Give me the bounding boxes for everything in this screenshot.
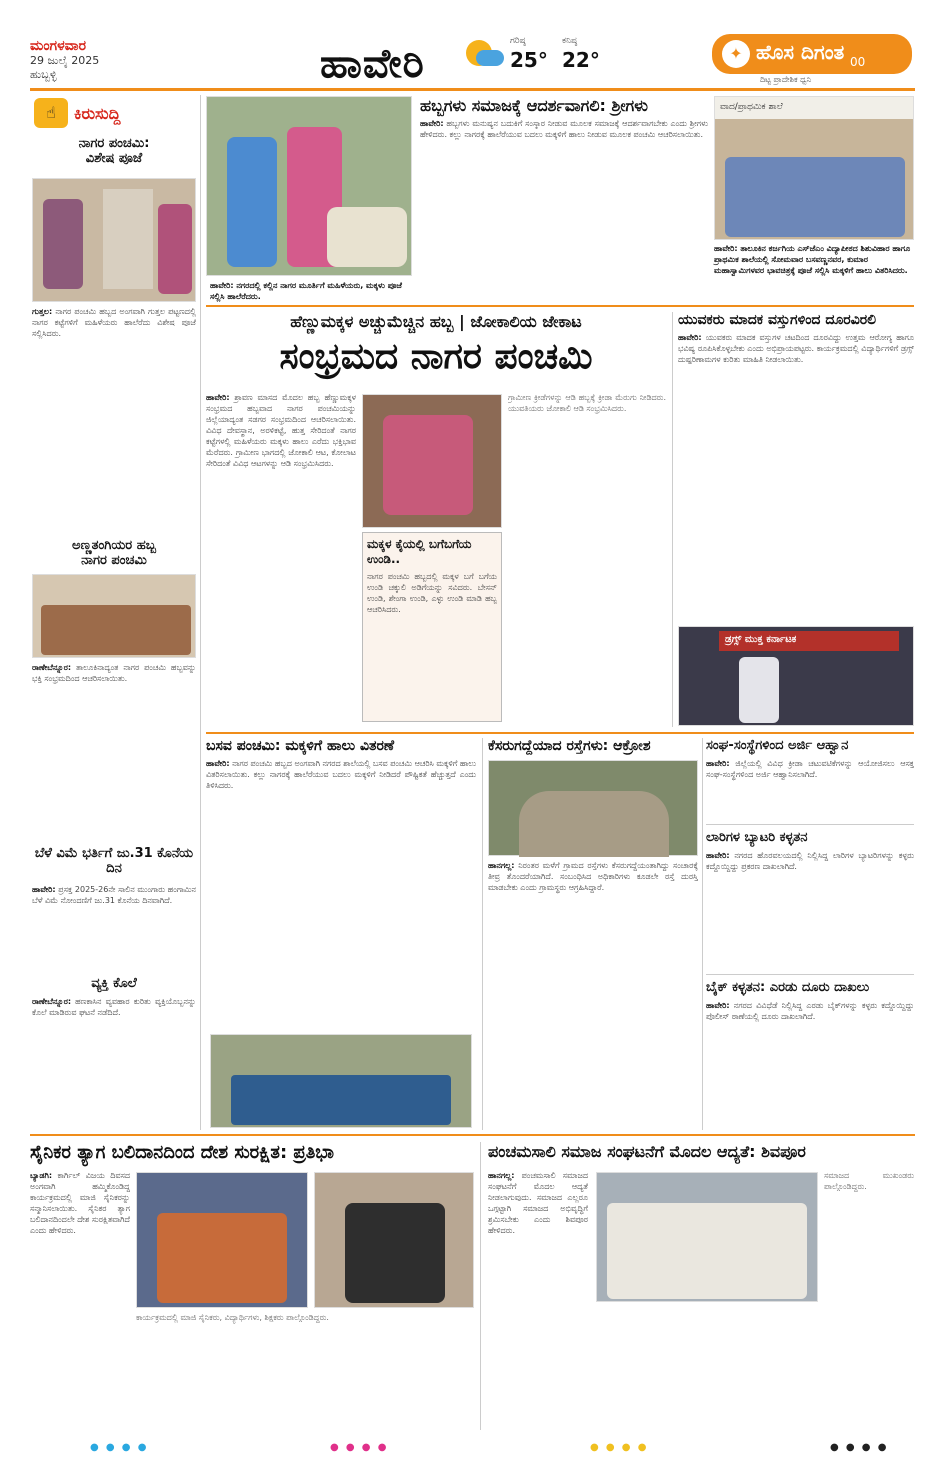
sainika-photo-2 xyxy=(314,1172,474,1308)
basava-photo xyxy=(210,1034,472,1128)
story-text xyxy=(30,1170,130,1430)
sidebar-story-3 xyxy=(30,846,198,876)
person-figure xyxy=(227,137,277,267)
road-figure xyxy=(519,791,669,857)
min-temp-label: ಕನಿಷ್ಠ xyxy=(562,36,578,46)
sidebar-story-2-text xyxy=(32,662,196,842)
story-headline: ಹಬ್ಬಗಳು ಸಮಾಜಕ್ಕೆ ಆದರ್ಶವಾಗಲಿ: ಶ್ರೀಗಳು xyxy=(420,96,648,115)
dateline: ಹಾವೇರಿ: xyxy=(678,333,702,342)
lead-photo xyxy=(362,394,502,528)
dateline: ಹಾವೇರಿ: xyxy=(420,119,444,128)
story-body: ಪ್ರಸಕ್ತ 2025-26ನೇ ಸಾಲಿನ ಮುಂಗಾರು ಹಂಗಾಮಿನ ಬೆಳೆ ವಿಮೆ ನೋಂದಣಿಗೆ ಜು.31 ಕೊನೆಯ ದಿನವಾಗಿದೆ. xyxy=(32,885,196,905)
column-divider xyxy=(702,738,703,1130)
sidebar-story-4-text xyxy=(32,996,196,1126)
group-figure xyxy=(157,1213,287,1303)
story-text xyxy=(206,758,476,1028)
story-body: ಶ್ರಾವಣ ಮಾಸದ ಮೊದಲ ಹಬ್ಬ ಹೆಣ್ಣುಮಕ್ಕಳ ಸಂಭ್ರಮದ ಹಬ್ಬವಾದ ನಾಗರ ಪಂಚಮಿಯನ್ನು ಜಿಲ್ಲೆಯಾದ್ಯಂತ ಸಡಗರ ಸಂಭ್ರಮದಿಂದ ಆಚರಿಸಲಾಯಿತು. ವಿವಿಧ ದೇವಸ್ಥಾನ, ಅರಳಿಕಟ್ಟೆ, ಹುತ್ತ ಸೇರಿದಂತೆ ನಾಗರ ಕಟ್ಟೆಗಳಲ್ಲಿ ಮಹಿಳೆಯರು ಮಕ್ಕಳು ಹಾಲು ಎರೆದು ಭಕ್ತಿಭಾವ ಮೆರೆದರು. ಗ್ರಾಮೀಣ ಭಾಗದಲ್ಲಿ ಜೋಕಾಲಿ ಆಟ, ಕೋಲಾಟ ಸೇರಿದಂತೆ ವಿವಿಧ ಆಟಗಳನ್ನು ಆಡಿ ಸಂಭ್ರಮಿಸಿದರು. xyxy=(206,393,356,468)
muddy-road-photo xyxy=(488,760,698,856)
school-sign: ವಾದ/ಪ್ರಾಥಮಿಕ ಶಾಲೆ xyxy=(715,97,913,119)
story-text xyxy=(488,860,698,1128)
sidebar-story-3-text xyxy=(32,884,196,984)
top-photo-1 xyxy=(206,96,412,276)
story-headline: ಕೆಸರುಗದ್ದೆಯಾದ ರಸ್ತೆಗಳು: ಆಕ್ರೋಶ xyxy=(488,738,651,754)
section-label: ಕಿರುಸುದ್ದಿ xyxy=(74,104,121,123)
students-figure xyxy=(231,1075,451,1125)
min-temp: 22° xyxy=(562,48,600,72)
sidebar-photo-2 xyxy=(32,574,196,658)
story-text-continued: ಸಮಾಜದ ಮುಖಂಡರು ಪಾಲ್ಗೊಂಡಿದ್ದರು. xyxy=(824,1171,914,1191)
date: 29 ಜುಲೈ 2025 xyxy=(30,54,100,67)
sidebar-story-2 xyxy=(30,538,198,568)
edition-city: ಹುಬ್ಬಳ್ಳಿ xyxy=(30,68,57,81)
story-headline: ಯುವಕರು ಮಾದಕ ವಸ್ತುಗಳಿಂದ ದೂರವಿರಲಿ xyxy=(678,312,877,328)
story-body: ನಾಗರ ಪಂಚಮಿ ಹಬ್ಬದ ಅಂಗವಾಗಿ ಗುತ್ತಲ ಪಟ್ಟಣದಲ್ಲಿ ನಾಗರ ಕಟ್ಟೆಗಳಿಗೆ ಮಹಿಳೆಯರು ಹಾಲೆರೆದು ವಿಶೇಷ ಪೂಜೆ ಸಲ್ಲಿಸಿದರು. xyxy=(32,307,196,338)
panchamasali-photo xyxy=(596,1172,818,1302)
speaker-figure xyxy=(739,657,779,723)
story-text xyxy=(706,1000,914,1126)
story-body: ಕಾರ್ಗಿಲ್ ವಿಜಯ ದಿವಸದ ಅಂಗವಾಗಿ ಹಮ್ಮಿಕೊಂಡಿದ್ದ ಕಾರ್ಯಕ್ರಮದಲ್ಲಿ ಮಾಜಿ ಸೈನಿಕರನ್ನು ಸನ್ಮಾನಿಸಲಾಯಿತು. ಸೈನಿಕರ ತ್ಯಾಗ ಬಲಿದಾನದಿಂದಲೇ ದೇಶ ಸುರಕ್ಷಿತವಾಗಿದೆ ಎಂದು ಹೇಳಿದರು. xyxy=(30,1171,130,1235)
lead-text-continued: ಗ್ರಾಮೀಣ ಕ್ರೀಡೆಗಳನ್ನು ಆಡಿ ಹಬ್ಬಕ್ಕೆ ಕ್ರೀಡಾ ಮೆರುಗು ನೀಡಿದರು. ಯುವತಿಯರು ಜೋಕಾಲಿ ಆಡಿ ಸಂಭ್ರಮಿಸಿದರು. xyxy=(508,393,666,413)
date-block xyxy=(30,38,190,82)
story-headline: ಬಸವ ಪಂಚಮಿ: ಮಕ್ಕಳಿಗೆ ಹಾಲು ವಿತರಣೆ xyxy=(206,738,395,754)
story-body: ನಗರದ ಹೊರವಲಯದಲ್ಲಿ ನಿಲ್ಲಿಸಿದ್ದ ಲಾರಿಗಳ ಬ್ಯಾಟರಿಗಳನ್ನು ಕಳ್ಳರು ಕದ್ದೊಯ್ದಿದ್ದು ಪ್ರಕರಣ ದಾಖಲಾಗಿದೆ. xyxy=(706,851,914,871)
story-text xyxy=(706,758,914,820)
dateline: ಗುತ್ತಲ: xyxy=(32,307,53,316)
shrine-figure xyxy=(327,207,407,267)
dateline: ಹಾನಗಲ್ಲ: xyxy=(488,1171,515,1180)
max-temp-label: ಗರಿಷ್ಠ xyxy=(510,36,526,46)
dateline: ರಾಣೇಬೆನ್ನೂರ: xyxy=(32,663,72,672)
students-figure xyxy=(725,157,905,237)
lead-kicker: ಹೆಣ್ಣುಮಕ್ಕಳ ಅಚ್ಚುಮೆಚ್ಚಿನ ಹಬ್ಬ | ಜೋಕಾಲಿಯ ಜೇಕಾಟ xyxy=(290,312,582,331)
person-figure xyxy=(383,415,473,515)
story-body: ನಾಗರ ಪಂಚಮಿ ಹಬ್ಬದ ಅಂಗವಾಗಿ ನಗರದ ಶಾಲೆಯಲ್ಲಿ ಬಸವ ಪಂಚಮಿ ಆಚರಿಸಿ ಮಕ್ಕಳಿಗೆ ಹಾಲು ವಿತರಿಸಲಾಯಿತು. ಕಲ್ಲು ನಾಗರಕ್ಕೆ ಹಾಲೆರೆಯುವ ಬದಲು ಮಕ್ಕಳಿಗೆ ನೀಡಿದರೆ ಪೌಷ್ಟಿಕತೆ ಹೆಚ್ಚುತ್ತದೆ ಎಂದು ತಿಳಿಸಿದರು. xyxy=(206,759,476,790)
sidebar-photo-1 xyxy=(32,178,196,302)
group-figure xyxy=(607,1203,807,1299)
section-rule xyxy=(206,305,914,307)
story-title-2: ನಾಗರ ಪಂಚಮಿ xyxy=(81,553,147,568)
story-title-2: ವಿಶೇಷ ಪೂಜೆ xyxy=(85,151,143,166)
story-headline: ಪಂಚಮಸಾಲಿ ಸಮಾಜ ಸಂಘಟನೆಗೆ ಮೊದಲ ಆದ್ಯತೆ: ಶಿವಪೂರ xyxy=(488,1142,806,1161)
photo-caption: ಹಾವೇರಿ: ನಗರದಲ್ಲಿ ಕಲ್ಲಿನ ನಾಗರ ಮೂರ್ತಿಗೆ ಮಹಿಳೆಯರು, ಮಕ್ಕಳು ಪೂಜೆ ಸಲ್ಲಿಸಿ ಹಾಲೆರೆದರು. xyxy=(210,281,403,301)
dateline: ಹಾವೇರಿ: xyxy=(206,393,230,402)
max-temp: 25° xyxy=(510,48,548,72)
newspaper-logo xyxy=(712,34,912,74)
caption-title: ಮಕ್ಕಳ ಕೈಯಲ್ಲಿ ಬಗೆಬಗೆಯ ಉಂಡಿ.. xyxy=(367,537,472,566)
lead-photo-caption-box xyxy=(362,532,502,722)
story-body: ಹಣಕಾಸಿನ ವ್ಯವಹಾರ ಕುರಿತು ವ್ಯಕ್ತಿಯೊಬ್ಬನನ್ನು ಕೊಲೆ ಮಾಡಿರುವ ಘಟನೆ ನಡೆದಿದೆ. xyxy=(32,997,196,1017)
story-text-continued: ಕಾರ್ಯಕ್ರಮದಲ್ಲಿ ಮಾಜಿ ಸೈನಿಕರು, ವಿದ್ಯಾರ್ಥಿಗಳು, ಶಿಕ್ಷಕರು ಪಾಲ್ಗೊಂಡಿದ್ದರು. xyxy=(136,1313,329,1322)
column-divider xyxy=(200,95,201,1130)
weekday: ಮಂಗಳವಾರ xyxy=(30,38,87,54)
story-body: ನಗರದ ವಿವಿಧೆಡೆ ನಿಲ್ಲಿಸಿದ್ದ ಎರಡು ಬೈಕ್‌ಗಳನ್ನು ಕಳ್ಳರು ಕದ್ದೊಯ್ದಿದ್ದು ಪೊಲೀಸ್ ಠಾಣೆಯಲ್ಲಿ ದೂರು ದಾಖಲಾಗಿದೆ. xyxy=(706,1001,914,1021)
story-text xyxy=(678,332,914,622)
top-photo-2 xyxy=(714,96,914,240)
dateline: ಹಾವೇರಿ: xyxy=(206,759,230,768)
dateline: ಹಾನಗಲ್ಲ: xyxy=(488,861,515,870)
caption-text: ನಾಗರ ಪಂಚಮಿ ಹಬ್ಬದಲ್ಲಿ ಮಕ್ಕಳ ಬಗೆ ಬಗೆಯ ಉಂಡಿ ಚಕ್ಕುಲಿ ಅಡಿಗೆಯನ್ನು ಸವಿದರು. ಬೇಸನ್ ಉಂಡಿ, ಶೇಂಗಾ ಉಂಡಿ, ಎಳ್ಳು ಉಂಡಿ ಮಾಡಿ ಹಬ್ಬ ಆಚರಿಸಿದರು. xyxy=(367,572,497,614)
pointing-hand-icon: ☝ xyxy=(34,98,68,128)
drug-awareness-photo xyxy=(678,626,914,726)
story-text xyxy=(420,118,708,298)
logo-icon: ✦ xyxy=(722,40,750,68)
sidebar-story-1-text xyxy=(32,306,196,556)
dateline: ಹಾವೇರಿ: xyxy=(706,1001,730,1010)
story-text xyxy=(488,1170,588,1430)
story-headline: ಸಂಘ-ಸಂಸ್ಥೆಗಳಿಂದ ಅರ್ಜಿ ಆಹ್ವಾನ xyxy=(706,738,849,753)
print-registration-marks: ● ● ● ● xyxy=(830,1442,889,1453)
sidebar-story-1 xyxy=(30,136,198,166)
story-divider xyxy=(706,824,914,825)
column-divider xyxy=(482,738,483,1130)
event-banner: ಡ್ರಗ್ಸ್ ಮುಕ್ತ ಕರ್ನಾಟಕ xyxy=(719,631,899,651)
story-divider xyxy=(706,974,914,975)
story-body: ಜಿಲ್ಲೆಯಲ್ಲಿ ವಿವಿಧ ಕ್ರೀಡಾ ಚಟುವಟಿಕೆಗಳನ್ನು ಆಯೋಜಿಸಲು ಆಸಕ್ತ ಸಂಘ-ಸಂಸ್ಥೆಗಳಿಂದ ಅರ್ಜಿ ಆಹ್ವಾನಿಸಲಾಗಿದೆ. xyxy=(706,759,914,779)
page-number: 00 xyxy=(850,55,866,69)
story-headline: ಬೈಕ್ ಕಳ್ಳತನ: ಎರಡು ದೂರು ದಾಖಲು xyxy=(706,980,870,995)
section-rule xyxy=(30,1134,915,1136)
story-title: ಅಣ್ಣತಂಗಿಯರ ಹಬ್ಬ xyxy=(72,538,156,553)
print-registration-marks: ● ● ● ● xyxy=(90,1442,149,1453)
person-figure xyxy=(158,204,192,294)
sidebar-story-4 xyxy=(30,976,198,991)
sainika-photo-1 xyxy=(136,1172,308,1308)
column-divider xyxy=(672,312,673,727)
header-rule xyxy=(30,88,915,91)
idol-figure xyxy=(103,189,153,289)
dateline: ಹಾವೇರಿ: xyxy=(706,851,730,860)
story-title: ಬೆಳೆ ವಿಮೆ ಭರ್ತಿಗೆ ಜು.31 ಕೊನೆಯ ದಿನ xyxy=(34,846,194,876)
print-registration-marks: ● ● ● ● xyxy=(330,1442,389,1453)
lead-headline: ಸಂಭ್ರಮದ ನಾಗರ ಪಂಚಮಿ xyxy=(279,336,593,377)
cloud-icon xyxy=(476,50,504,66)
story-body: ಪಂಚಮಸಾಲಿ ಸಮಾಜದ ಸಂಘಟನೆಗೆ ಮೊದಲ ಆದ್ಯತೆ ನೀಡಲಾಗುವುದು. ಸಮಾಜದ ಎಲ್ಲರೂ ಒಗ್ಗಟ್ಟಾಗಿ ಸಮಾಜದ ಅಭಿವೃದ್ಧಿಗೆ ಶ್ರಮಿಸಬೇಕು ಎಂದು ಶಿವಪೂರ ಹೇಳಿದರು. xyxy=(488,1171,588,1235)
story-body: ಯುವಕರು ಮಾದಕ ವಸ್ತುಗಳ ಚಟದಿಂದ ದೂರವಿದ್ದು ಉತ್ತಮ ಆರೋಗ್ಯ ಹಾಗೂ ಭವಿಷ್ಯ ರೂಪಿಸಿಕೊಳ್ಳಬೇಕು ಎಂದು ಅಭಿಪ್ರಾಯಪಟ್ಟರು. ಕಾರ್ಯಕ್ರಮದಲ್ಲಿ ವಿದ್ಯಾರ್ಥಿಗಳಿಗೆ ಡ್ರಗ್ಸ್ ದುಷ್ಪರಿಣಾಮಗಳ ಕುರಿತು ಮಾಹಿತಿ ನೀಡಲಾಯಿತು. xyxy=(678,333,914,364)
print-registration-marks: ● ● ● ● xyxy=(590,1442,649,1453)
story-headline: ಲಾರಿಗಳ ಬ್ಯಾಟರಿ ಕಳ್ಳತನ xyxy=(706,830,808,845)
story-title: ನಾಗರ ಪಂಚಮಿ: xyxy=(78,136,150,151)
brand-name: ಹೊಸ ದಿಗಂತ xyxy=(756,40,845,64)
group-figure xyxy=(41,605,191,655)
column-divider xyxy=(480,1142,481,1430)
brand-tagline: ದಿಟ್ಟ ಪ್ರಾದೇಶಿಕ ಧ್ವನಿ xyxy=(760,75,812,84)
lead-text xyxy=(206,392,356,732)
story-headline: ಸೈನಿಕರ ತ್ಯಾಗ ಬಲಿದಾನದಿಂದ ದೇಶ ಸುರಕ್ಷಿತ: ಪ್ರತಿಭಾ xyxy=(30,1142,334,1163)
story-body: ನಿರಂತರ ಮಳೆಗೆ ಗ್ರಾಮದ ರಸ್ತೆಗಳು ಕೆಸರುಗದ್ದೆಯಂತಾಗಿದ್ದು ಸಂಚಾರಕ್ಕೆ ತೀವ್ರ ತೊಂದರೆಯಾಗಿದೆ. ಸಂಬಂಧಿಸಿದ ಅಧಿಕಾರಿಗಳು ಕೂಡಲೇ ರಸ್ತೆ ದುರಸ್ತಿ ಮಾಡಬೇಕು ಎಂದು ಗ್ರಾಮಸ್ಥರು ಆಗ್ರಹಿಸಿದ್ದಾರೆ. xyxy=(488,861,698,892)
person-figure xyxy=(345,1203,445,1303)
dateline: ಹಾವೇರಿ: xyxy=(706,759,730,768)
weather-widget xyxy=(466,36,626,82)
person-figure xyxy=(43,199,83,289)
dateline: ಹಾವೇರಿ: xyxy=(32,885,56,894)
section-rule xyxy=(206,732,914,734)
story-body: ಹಬ್ಬಗಳು ಮನುಷ್ಯನ ಬದುಕಿಗೆ ಸಂಸ್ಕಾರ ನೀಡುವ ಮೂಲಕ ಸಮಾಜಕ್ಕೆ ಆದರ್ಶವಾಗಬೇಕು ಎಂದು ಶ್ರೀಗಳು ಹೇಳಿದರು. ಕಲ್ಲು ನಾಗರಕ್ಕೆ ಹಾಲೆರೆಯುವ ಬದಲು ಮಕ್ಕಳಿಗೆ ಹಾಲು ನೀಡುವ ಮೂಲಕ ಪಂಚಮಿ ಆಚರಿಸಲಾಯಿತು. xyxy=(420,119,708,139)
story-body: ತಾಲೂಕಿನಾದ್ಯಂತ ನಾಗರ ಪಂಚಮಿ ಹಬ್ಬವನ್ನು ಭಕ್ತಿ ಸಂಭ್ರಮದಿಂದ ಆಚರಿಸಲಾಯಿತು. xyxy=(32,663,196,683)
section-header xyxy=(30,98,198,128)
story-text xyxy=(706,850,914,970)
photo-caption: ಹಾವೇರಿ: ತಾಲೂಕಿನ ಕರ್ಜಗಿಯ ಎಸ್‌ಜೆಎಂ ವಿದ್ಯಾಪೀಠದ ಶಿಶುವಿಹಾರ ಹಾಗೂ ಪ್ರಾಥಮಿಕ ಶಾಲೆಯಲ್ಲಿ ಸೋಮವಾರ ಬಸವಣ್ಣನವರ, ಕುಮಾರ ಮಹಾಸ್ವಾಮಿಗಳವರ ಭಾವಚಿತ್ರಕ್ಕೆ ಪೂಜೆ ಸಲ್ಲಿಸಿ ಮಕ್ಕಳಿಗೆ ಹಾಲು ವಿತರಿಸಿದರು. xyxy=(714,244,911,275)
dateline: ಬ್ಯಾಡಗಿ: xyxy=(30,1171,53,1180)
page-title: ಹಾವೇರಿ xyxy=(320,40,425,87)
dateline: ರಾಣೇಬೆನ್ನೂರ: xyxy=(32,997,72,1006)
story-title: ವ್ಯಕ್ತಿ ಕೊಲೆ xyxy=(91,976,137,991)
